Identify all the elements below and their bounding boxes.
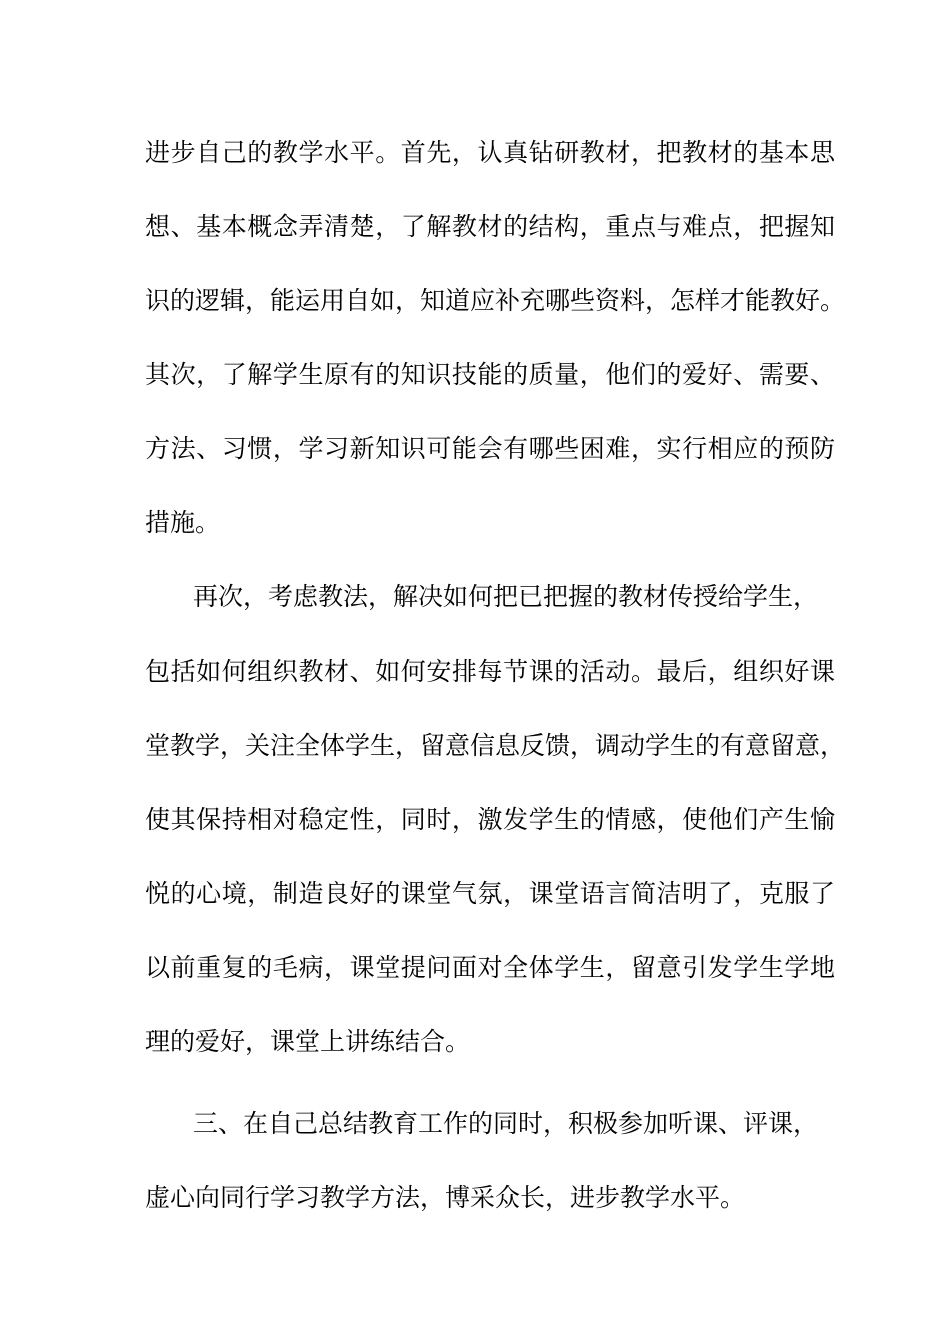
text-line: 使其保持相对稳定性，同时，激发学生的情感，使他们产生愉: [145, 805, 835, 834]
text-line: 再次，考虑教法，解决如何把已把握的教材传授给学生，: [193, 582, 819, 611]
text-line: 堂教学，关注全体学生，留意信息反馈，调动学生的有意留意，: [145, 731, 846, 760]
text-line: 想、基本概念弄清楚，了解教材的结构，重点与难点，把握知: [145, 212, 835, 241]
text-line: 理的爱好，课堂上讲练结合。: [145, 1027, 471, 1056]
text-line: 以前重复的毛病，课堂提问面对全体学生，留意引发学生学地: [145, 953, 835, 982]
text-line: 措施。: [145, 508, 221, 537]
text-line: 悦的心境，制造良好的课堂气氛，课堂语言简洁明了，克服了: [145, 879, 835, 908]
text-line: 其次，了解学生原有的知识技能的质量，他们的爱好、需要、: [145, 360, 835, 389]
text-line: 识的逻辑，能运用自如，知道应补充哪些资料，怎样才能教好。: [145, 286, 846, 315]
text-line: 三、在自己总结教育工作的同时，积极参加听课、评课，: [193, 1109, 819, 1138]
text-line: 虚心向同行学习教学方法，博采众长，进步教学水平。: [145, 1183, 746, 1212]
text-line: 方法、习惯，学习新知识可能会有哪些困难，实行相应的预防: [145, 434, 835, 463]
text-line: 进步自己的教学水平。首先，认真钻研教材，把教材的基本思: [145, 138, 835, 167]
text-line: 包括如何组织教材、如何安排每节课的活动。最后，组织好课: [145, 657, 835, 686]
